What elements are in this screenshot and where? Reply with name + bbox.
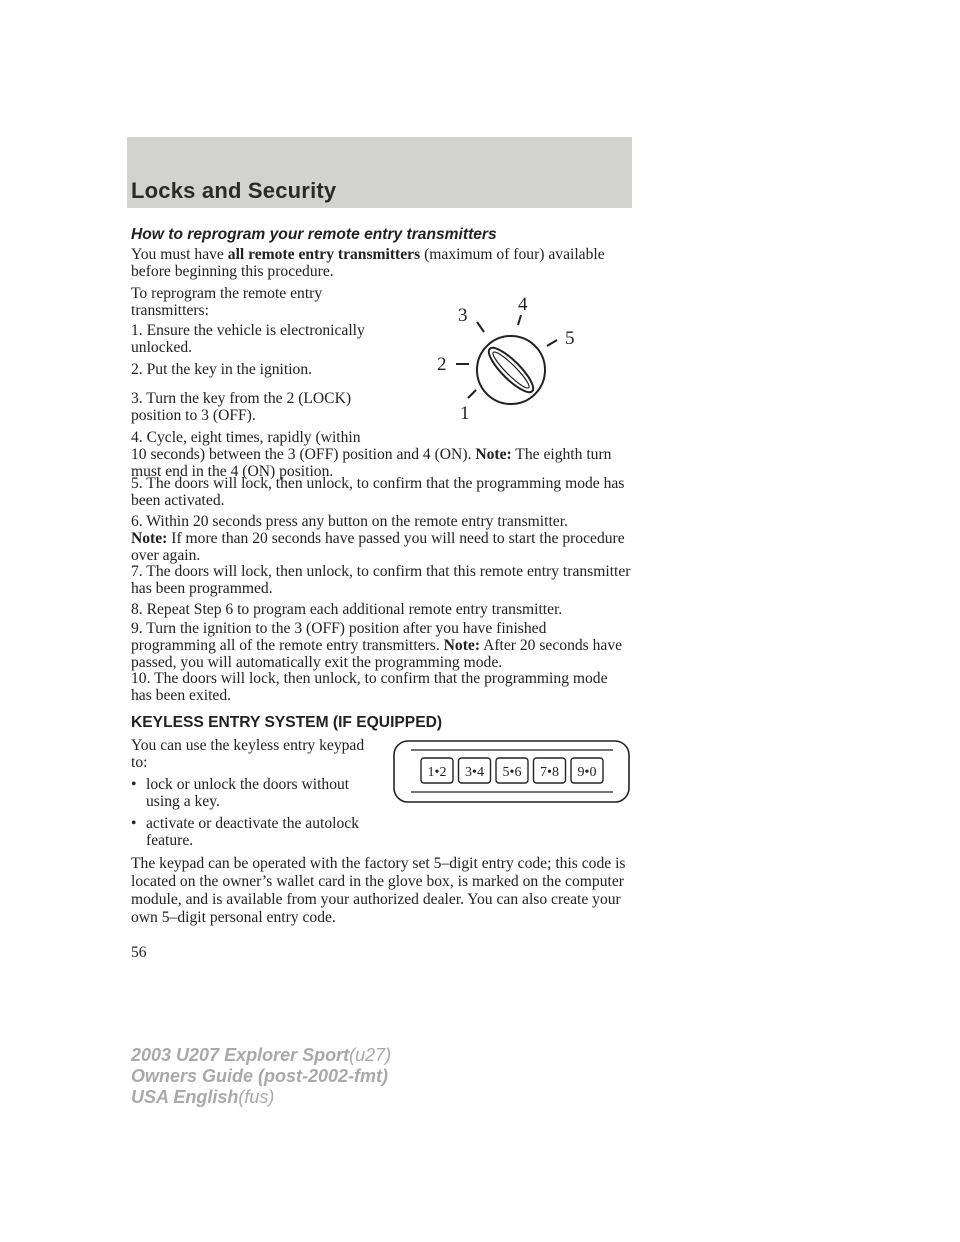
bullet-dot-1: • bbox=[131, 776, 137, 793]
reprogram-heading: How to reprogram your remote entry transmitters bbox=[131, 226, 497, 243]
document-footer bbox=[131, 1045, 391, 1108]
page-number: 56 bbox=[131, 944, 147, 961]
reprogram-intro: You must have all remote entry transmitters (maximum of four) available before beginning this procedure. bbox=[131, 246, 605, 280]
keyless-heading: KEYLESS ENTRY SYSTEM (IF EQUIPPED) bbox=[131, 714, 443, 731]
tick-line-1 bbox=[468, 390, 476, 398]
step-9: 9. Turn the ignition to the 3 (OFF) position after you have finished programming all of the remote entry transmitters. Note: After 20 seconds have passed, you will automatically exit the programming mode. bbox=[131, 620, 623, 671]
tick-line-5 bbox=[547, 340, 557, 346]
keypad-diagram bbox=[393, 740, 633, 804]
keyless-bullet-2: activate or deactivate the autolock feature. bbox=[146, 815, 360, 849]
step-10: 10. The doors will lock, then unlock, to confirm that the programming mode has been exited. bbox=[131, 670, 608, 704]
step-2: 2. Put the key in the ignition. bbox=[131, 361, 313, 378]
position-label-4: 4 bbox=[518, 294, 528, 315]
keyless-intro: You can use the keyless entry keypad to: bbox=[131, 737, 365, 771]
position-label-2: 2 bbox=[437, 354, 447, 375]
bullet-dot-2: • bbox=[131, 815, 137, 832]
ignition-diagram bbox=[420, 280, 600, 430]
section-title: Locks and Security bbox=[131, 178, 337, 203]
step-6: 6. Within 20 seconds press any button on the remote entry transmitter. Note: If more than 20 seconds have passed you will need to start the procedure over again. bbox=[131, 513, 625, 564]
footer-line-2: Owners Guide (post-2002-fmt) bbox=[131, 1066, 389, 1086]
keypad-key-label-4: 7•8 bbox=[540, 765, 559, 780]
keypad-key-label-1: 1•2 bbox=[427, 765, 447, 780]
keypad-key-label-2: 3•4 bbox=[465, 765, 484, 780]
step-7: 7. The doors will lock, then unlock, to confirm that this remote entry transmitter has been programmed. bbox=[131, 563, 631, 597]
footer-line-1: 2003 U207 Explorer Sport(u27) bbox=[131, 1045, 392, 1065]
step-5: 5. The doors will lock, then unlock, to confirm that the programming mode has been activated. bbox=[131, 475, 625, 509]
position-label-3: 3 bbox=[458, 305, 468, 326]
keyless-paragraph: The keypad can be operated with the factory set 5–digit entry code; this code is located on the owner’s wallet card in the glove box, is marked on the computer module, and is available from your authorized dealer. You can also create your own 5–digit personal entry code. bbox=[131, 855, 626, 926]
step-4: 4. Cycle, eight times, rapidly (within 10 seconds) between the 3 (OFF) position and 4 (ON). Note: The eighth turn must end in the 4 (ON) position. bbox=[131, 429, 612, 480]
tick-line-4 bbox=[518, 315, 521, 325]
footer-line-3: USA English(fus) bbox=[131, 1087, 275, 1107]
step-1: 1. Ensure the vehicle is electronically unlocked. bbox=[131, 322, 365, 356]
position-label-5: 5 bbox=[565, 328, 575, 349]
reprogram-lead: To reprogram the remote entry transmitters: bbox=[131, 285, 323, 319]
tick-line-3 bbox=[477, 322, 484, 332]
keypad-key-label-3: 5•6 bbox=[502, 765, 522, 780]
step-8: 8. Repeat Step 6 to program each additional remote entry transmitter. bbox=[131, 601, 563, 618]
keypad-key-group bbox=[421, 758, 603, 783]
keypad-key-label-5: 9•0 bbox=[577, 765, 597, 780]
position-label-1: 1 bbox=[460, 403, 470, 424]
step-3: 3. Turn the key from the 2 (LOCK) position to 3 (OFF). bbox=[131, 390, 352, 424]
keyless-bullet-1: lock or unlock the doors without using a key. bbox=[146, 776, 350, 810]
